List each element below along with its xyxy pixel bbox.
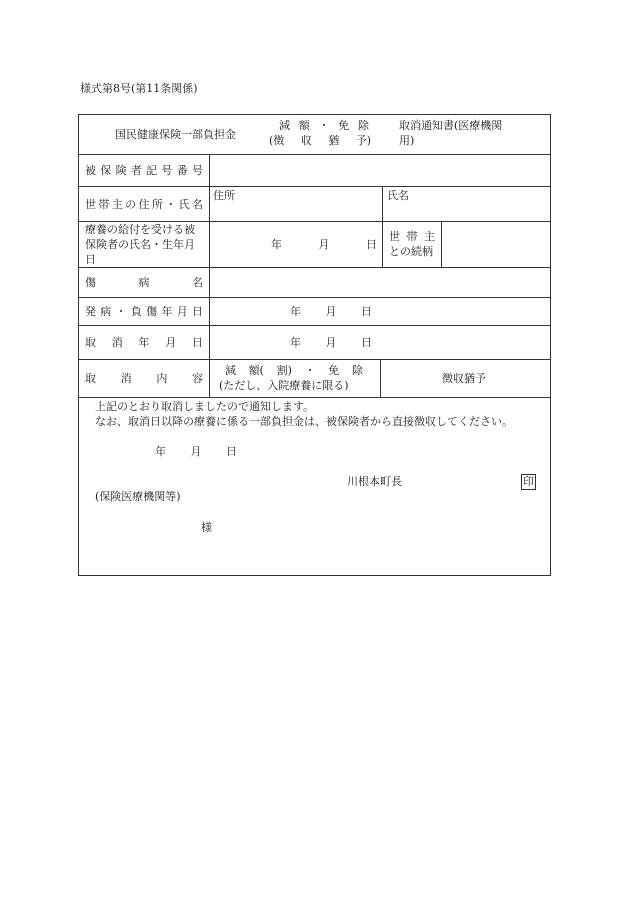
header-left: 国民健康保険一部負担金 xyxy=(115,128,236,141)
insured-number-label: 被 保 険 者 記 号 番 号 xyxy=(85,164,203,177)
recipient-label-line1: 療養の給付を受ける被 xyxy=(85,223,195,236)
rule-label-column xyxy=(209,154,210,397)
notice-line2: なお、取消日以降の療養に係る一部負担金は、被保険者から直接徴収してください。 xyxy=(95,415,513,428)
rule-deferral-column xyxy=(380,359,381,397)
household-head-label: 世 帯 主 の 住 所 ・ 氏 名 xyxy=(85,198,203,211)
recipient-institution: (保険医療機関等) xyxy=(95,490,181,503)
notice-line1: 上記のとおり取消しましたので通知します。 xyxy=(95,400,315,413)
issuer-name: 川根本町長 xyxy=(347,475,402,488)
rule-row7-bottom xyxy=(79,397,550,398)
rule-relation-column xyxy=(441,221,442,267)
cancel-date: 年 月 日 xyxy=(290,336,372,349)
name-label: 氏名 xyxy=(387,189,409,202)
rule-row5-bottom xyxy=(79,325,550,326)
header-right-line1: 取消通知書(医療機関 xyxy=(399,119,503,132)
header-mid-line2: (徴 収 猶 予) xyxy=(269,134,371,147)
recipient-label-line2: 保険者の氏名・生年月 xyxy=(85,238,195,251)
rule-row4-bottom xyxy=(79,297,550,298)
honorific: 様 xyxy=(201,521,212,534)
header-mid-line1: 減 額 ・ 免 除 xyxy=(279,119,369,132)
cancel-date-label: 取 消 年 月 日 xyxy=(85,336,203,349)
cancellation-notice-form xyxy=(78,114,551,576)
seal-mark: 印 xyxy=(523,475,534,488)
birth-date: 年 月 日 xyxy=(271,238,377,251)
relation-label-line2: との続柄 xyxy=(389,245,433,258)
recipient-label-line3: 日 xyxy=(85,253,96,266)
rule-row6-bottom xyxy=(79,359,550,360)
relation-label-line1: 世 帯 主 xyxy=(389,230,435,243)
rule-name-column xyxy=(382,186,383,267)
header-right-line2: 用) xyxy=(399,134,415,147)
form-number-label: 様式第8号(第11条関係) xyxy=(80,82,198,95)
rule-row3-bottom xyxy=(79,267,550,268)
illness-label: 傷 病 名 xyxy=(85,276,203,289)
reduction-option-line2: (ただし、入院療養に限る) xyxy=(219,379,349,392)
deferral-option: 徴収猶予 xyxy=(442,372,486,385)
onset-date-label: 発 病 ・ 負 傷 年 月 日 xyxy=(85,305,203,318)
reduction-option-line1: 減 額( 割) ・ 免 除 xyxy=(225,364,363,377)
rule-row1-bottom xyxy=(79,186,550,187)
notice-date: 年 月 日 xyxy=(155,445,237,458)
rule-header-bottom xyxy=(79,154,550,155)
onset-date: 年 月 日 xyxy=(290,305,372,318)
cancel-content-label: 取 消 内 容 xyxy=(85,372,203,385)
address-label: 住所 xyxy=(213,189,235,202)
